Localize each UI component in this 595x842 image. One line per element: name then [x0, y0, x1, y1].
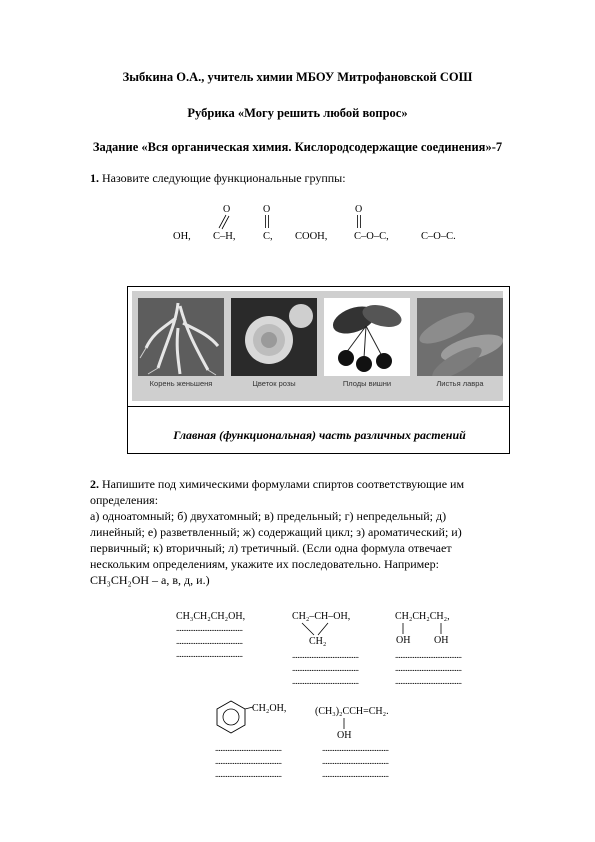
formula-cyclopropanol-bottom: CH₂	[309, 636, 327, 647]
author-line: Зыбкина О.А., учитель химии МБОУ Митрофановской СОШ	[122, 70, 473, 84]
q2-line-1: 2. Напишите под химическими формулами спиртов соответствующие им	[90, 477, 465, 491]
q2-line-4: линейный; е) разветвленный; ж) содержащий цикл; з) ароматический; и)	[90, 525, 462, 539]
formula-methylbutenol-oh: OH	[337, 730, 352, 741]
caption-cherry: Плоды вишни	[342, 379, 392, 388]
formula-methylbutenol-top: (CH₃)₂CCH=CH₂.	[315, 706, 389, 717]
answer-line-1b[interactable]: ......................................	[176, 636, 243, 646]
caption-laurel: Листья лавра	[436, 379, 484, 388]
figure-divider	[127, 406, 510, 407]
formula-propanediol-oh1: OH	[396, 635, 411, 646]
double-bond-3	[355, 215, 363, 229]
q1-prompt	[90, 171, 346, 186]
group-oh: OH,	[173, 231, 191, 242]
rose-flower-image	[231, 298, 317, 376]
cherry-fruit-image	[324, 298, 410, 376]
answer-line-1a[interactable]: ......................................	[176, 623, 243, 633]
q2-text	[90, 476, 530, 588]
q1-number: 1.	[90, 171, 99, 185]
answer-line-4c[interactable]: ......................................	[215, 769, 282, 779]
answer-line-5c[interactable]: ......................................	[322, 769, 389, 779]
example-formula: CH₃CH₂OH	[90, 573, 150, 587]
plant-photo-strip	[132, 291, 503, 401]
answer-line-3c[interactable]: ......................................	[395, 676, 462, 686]
answer-line-3b[interactable]: ......................................	[395, 663, 462, 673]
q2-line-6: нескольким определениям, укажите их последовательно. Например:	[90, 557, 439, 571]
group-ether: C–O–C.	[421, 231, 456, 242]
oxygen-3: O	[355, 204, 363, 215]
q2-line-5: первичный; к) вторичный; л) третичный. (Если одна формула отвечает	[90, 541, 452, 555]
figure-title: Главная (функциональная) часть различных растений	[173, 428, 466, 442]
caption-ginseng: Корень женьшеня	[149, 379, 213, 388]
q2-line-3: а) одноатомный; б) двухатомный; в) предельный; г) непредельный; д)	[90, 509, 447, 523]
oxygen-2: O	[263, 204, 271, 215]
q2-line-2: определения:	[90, 493, 159, 507]
answer-line-2c[interactable]: ......................................	[292, 676, 359, 686]
double-bond-2	[263, 215, 271, 229]
double-bond-1	[216, 214, 230, 230]
answer-line-1c[interactable]: ......................................	[176, 649, 243, 659]
answer-line-2b[interactable]: ......................................	[292, 663, 359, 673]
propanediol-bonds	[396, 623, 456, 635]
oxygen-1: O	[223, 204, 231, 215]
q2-line-7: CH₃CH₂OH – а, в, д, и.)	[90, 573, 210, 587]
answer-line-2a[interactable]: ......................................	[292, 650, 359, 660]
answer-line-3a[interactable]: ......................................	[395, 650, 462, 660]
group-ester: C–O–C,	[354, 231, 389, 242]
benzene-ring-icon	[214, 698, 254, 738]
q1-text: Назовите следующие функциональные группы:	[102, 171, 346, 185]
answer-line-5b[interactable]: ......................................	[322, 756, 389, 766]
answer-line-4a[interactable]: ......................................	[215, 743, 282, 753]
formula-propanediol-top: CH₂CH₂CH₂,	[395, 611, 450, 622]
answer-line-4b[interactable]: ......................................	[215, 756, 282, 766]
task-title: Задание «Вся органическая химия. Кислородсодержащие соединения»-7	[92, 140, 503, 154]
formula-propanol: CH₃CH₂CH₂OH,	[176, 611, 246, 622]
formula-cyclopropanol-top: CH₂–CH–OH,	[292, 611, 351, 622]
ginseng-root-image	[138, 298, 224, 376]
group-carboxyl: COOH,	[295, 231, 328, 242]
q2-number: 2.	[90, 477, 99, 491]
methylbutenol-bond	[340, 718, 348, 730]
answer-line-5a[interactable]: ......................................	[322, 743, 389, 753]
formula-propanediol-oh2: OH	[434, 635, 449, 646]
rubric-title: Рубрика «Могу решить любой вопрос»	[187, 106, 408, 120]
laurel-leaves-image	[417, 298, 503, 376]
group-aldehyde: C–H,	[213, 231, 236, 242]
formula-benzyl-alcohol: CH₂OH,	[252, 703, 287, 714]
caption-rose: Цветок розы	[252, 379, 296, 388]
group-ketone: C,	[263, 231, 273, 242]
